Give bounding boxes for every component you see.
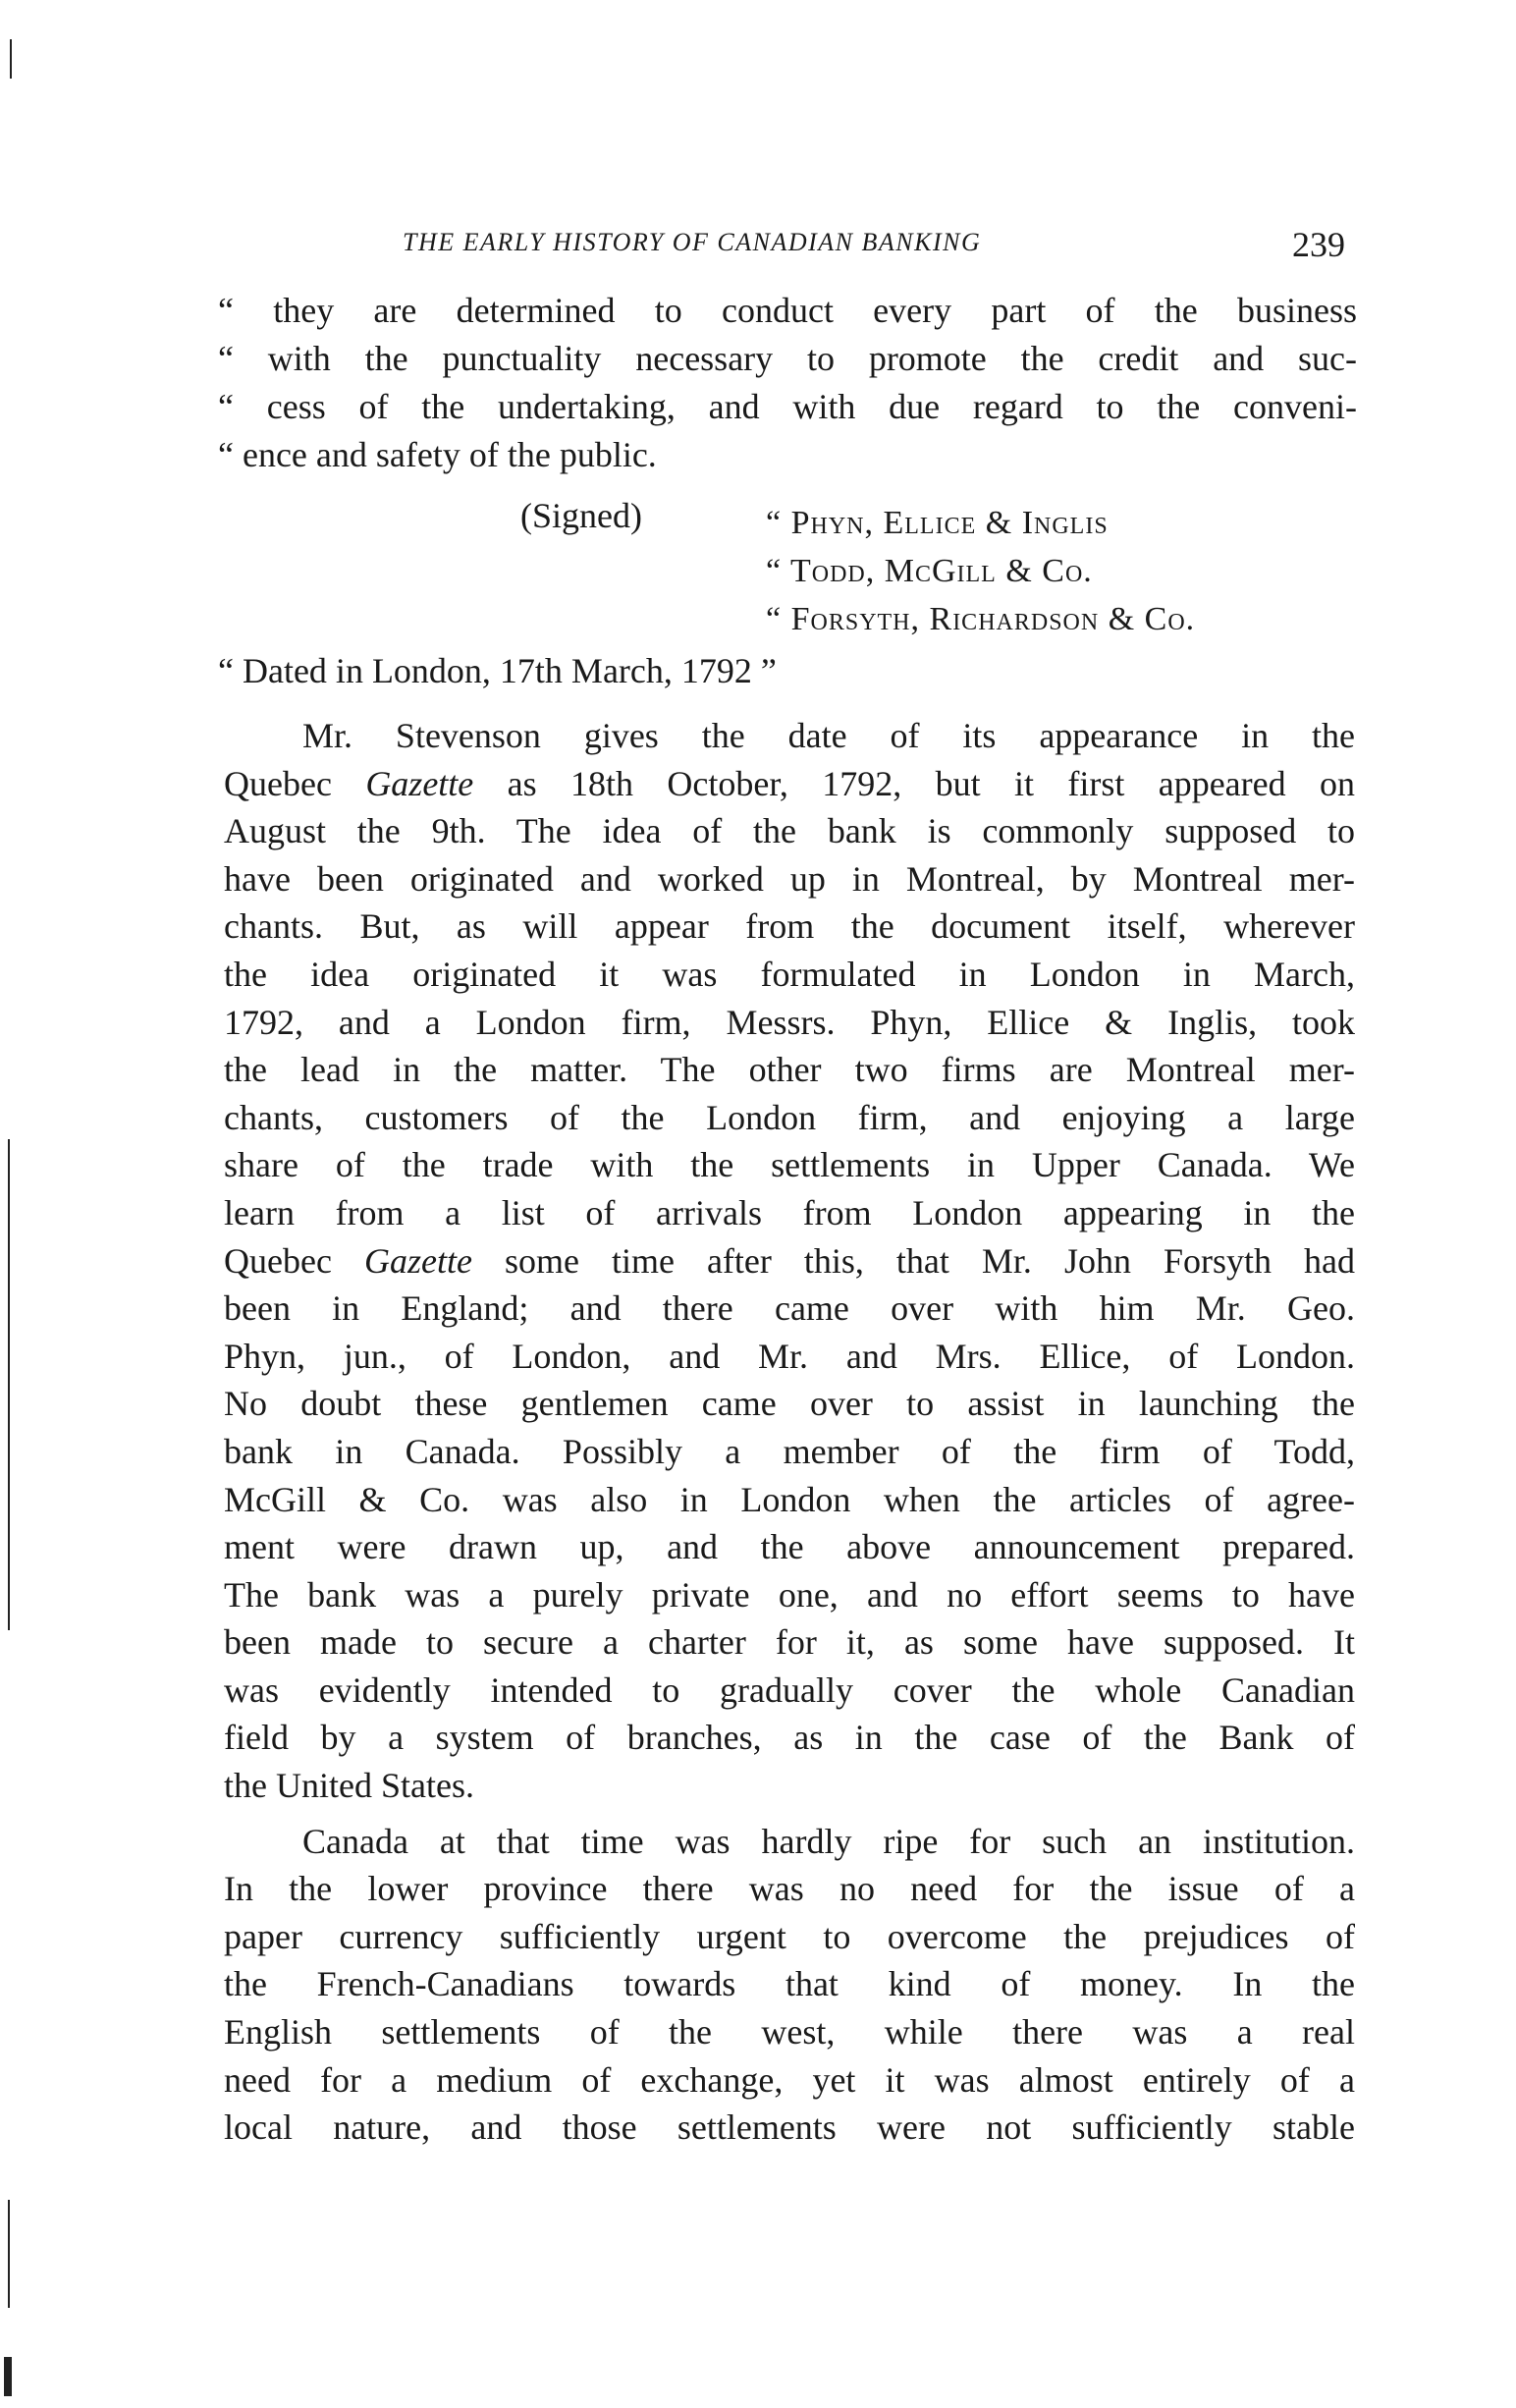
text-line: In the lower province there was no need for the issue of a [224,1869,1355,1909]
text-line: No doubt these gentlemen came over to assist in launching the [224,1384,1355,1424]
text-line: the French-Canadians towards that kind of money. In the [224,1964,1355,2004]
signatory: “ Phyn, Ellice & Inglis [766,505,1109,541]
quoted-announcement [218,287,1357,479]
text-line: chants, customers of the London firm, and enjoying a large [224,1097,1355,1137]
text-line: Mr. Stevenson gives the date of its appearance in the [302,716,1355,755]
body-text [224,712,1355,2152]
text-line: McGill & Co. was also in London when the articles of agree- [224,1479,1355,1519]
paragraph [224,712,1355,1810]
quote-line: “ ence and safety of the public. [218,435,657,474]
text-line: The bank was a purely private one, and no effort seems to have [224,1574,1355,1614]
page-number: 239 [1292,225,1345,264]
scan-edge-mark [8,1139,10,1630]
text-line: ment were drawn up, and the above announcement prepared. [224,1527,1355,1567]
text-line: 1792, and a London firm, Messrs. Phyn, Ellice & Inglis, took [224,1002,1355,1042]
text-line: was evidently intended to gradually cover the whole Canadian [224,1669,1355,1710]
text-line: local nature, and those settlements were not sufficiently stable [224,2107,1355,2148]
signatory: “ Forsyth, Richardson & Co. [766,601,1196,637]
text-line: have been originated and worked up in Montreal, by Montreal mer- [224,858,1355,899]
text-line: Canada at that time was hardly ripe for such an institution. [302,1821,1355,1861]
signatories [766,499,1195,643]
text-line: Quebec Gazette some time after this, that Mr. John Forsyth had [224,1240,1355,1281]
text-line: the lead in the matter. The other two firms are Montreal mer- [224,1050,1355,1090]
text-line: English settlements of the west, while there was a real [224,2012,1355,2052]
text-line: paper currency sufficiently urgent to overcome the prejudices of [224,1916,1355,1956]
scan-edge-mark [10,39,12,79]
signed-label: (Signed) [520,496,642,535]
text-line: field by a system of branches, as in the case of the Bank of [224,1718,1355,1758]
text-line: the United States. [224,1766,474,1806]
quote-line: “ with the punctuality necessary to promote the credit and suc- [218,339,1357,378]
text-line: Quebec Gazette as 18th October, 1792, but it first appeared on [224,763,1355,803]
text-line: need for a medium of exchange, yet it was almost entirely of a [224,2059,1355,2100]
text-line: chants. But, as will appear from the document itself, wherever [224,906,1355,947]
page-header [403,224,1345,267]
quote-line: “ cess of the undertaking, and with due regard to the conveni- [218,387,1357,426]
text-line: share of the trade with the settlements in Upper Canada. We [224,1145,1355,1185]
text-line: August the 9th. The idea of the bank is commonly supposed to [224,811,1355,851]
text-line: been in England; and there came over with him Mr. Geo. [224,1288,1355,1329]
dated-line: “ Dated in London, 17th March, 1792 ” [218,651,777,690]
scan-edge-mark [4,2357,12,2396]
running-title: THE EARLY HISTORY OF CANADIAN BANKING [403,228,982,256]
text-line: the idea originated it was formulated in London in March, [224,954,1355,994]
paragraph [224,1818,1355,2152]
text-line: Phyn, jun., of London, and Mr. and Mrs. Ellice, of London. [224,1336,1355,1376]
quote-line: “ they are determined to conduct every part of the business [218,291,1357,330]
text-line: been made to secure a charter for it, as some have supposed. It [224,1622,1355,1663]
scan-edge-mark [8,2200,10,2308]
signatory: “ Todd, McGill & Co. [766,553,1093,589]
text-line: learn from a list of arrivals from London appearing in the [224,1192,1355,1232]
text-line: bank in Canada. Possibly a member of the firm of Todd, [224,1431,1355,1471]
